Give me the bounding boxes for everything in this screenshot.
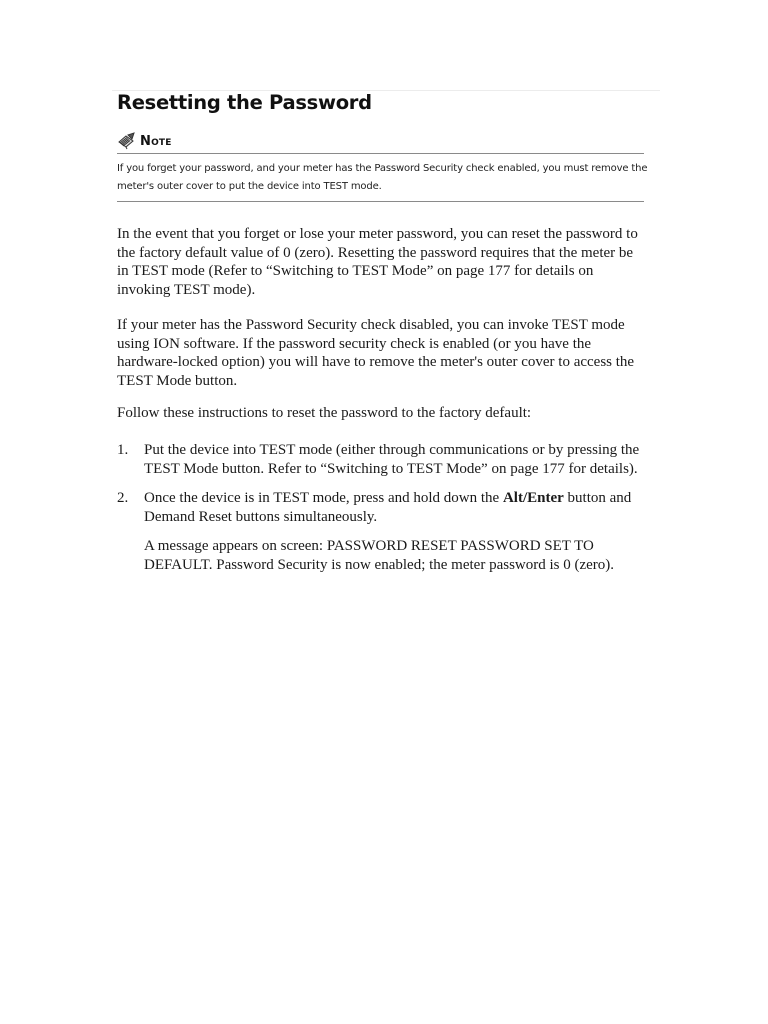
step-number: 1.: [117, 442, 129, 458]
section-title: Resetting the Password: [117, 91, 372, 114]
paragraph-reset-overview: In the event that you forget or lose your meter password, you can reset the password to the factory default value of 0 (zero). Resetting the password requires that the meter be in TEST mode (Refer to “Switching to TEST Mode” on page 177 for details on invoking TEST mode).: [117, 226, 638, 298]
note-text: If you forget your password, and your meter has the Password Security check enabled, you must remove the meter's outer cover to put the device into TEST mode.: [117, 163, 648, 192]
step-result-text: A message appears on screen: PASSWORD RESET PASSWORD SET TO DEFAULT. Password Security is now enabled; the meter password is 0 (zero).: [144, 538, 615, 573]
step-number: 2.: [117, 490, 129, 507]
alt-enter-label: Alt/Enter: [502, 490, 564, 507]
reset-steps-list: [117, 441, 647, 575]
step-item: [117, 489, 647, 574]
note-label: Note: [140, 133, 172, 149]
step-text-before: Once the device is in TEST mode, press and hold down the: [144, 490, 503, 507]
note-header: [117, 131, 172, 151]
step-item: [117, 441, 647, 478]
note-bottom-rule: [117, 201, 644, 202]
step-text: Put the device into TEST mode (either through communications or by pressing the TEST Mode button. Refer to “Switching to TEST Mode” on page 177 for details).: [144, 442, 640, 477]
paragraph-instructions-intro: Follow these instructions to reset the password to the factory default:: [117, 405, 532, 421]
paragraph-security-check: If your meter has the Password Security check disabled, you can invoke TEST mode using ION software. If the password security check is enabled (or you have the hardware-locked option) you will have to remove the meter's outer cover to access the TEST Mode button.: [117, 317, 635, 389]
step-text-after: button and Demand Reset buttons simultaneously.: [144, 490, 632, 525]
note-top-rule: [117, 153, 644, 154]
note-pad-icon: [117, 132, 137, 150]
